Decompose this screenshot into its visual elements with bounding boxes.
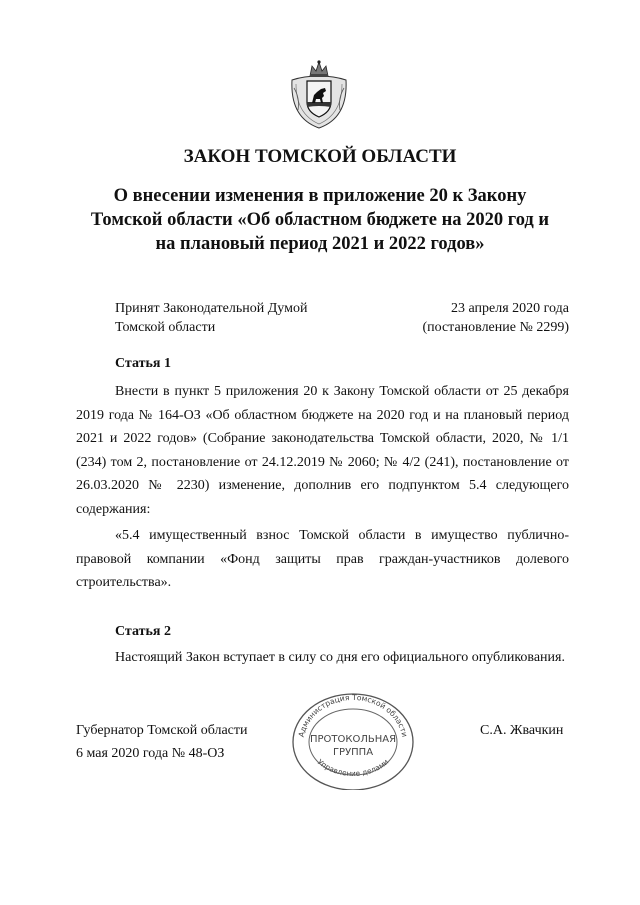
stamp-center-line: ГРУППА — [332, 747, 374, 758]
svg-text:Администрация Томской области — [297, 693, 410, 738]
adopted-date-text: 23 апреля 2020 года — [451, 301, 569, 316]
law-subject — [0, 184, 640, 256]
resolution-number: (постановление № 2299) — [422, 320, 569, 335]
adopted-date — [422, 299, 569, 337]
signatory-position: Губернатор Томской области — [76, 723, 248, 738]
adopted-by-line: Принят Законодательной Думой — [115, 301, 308, 316]
law-date-number: 6 мая 2020 года № 48-ОЗ — [76, 746, 225, 761]
article-1-heading: Статья 1 — [115, 356, 171, 371]
stamp-center-line: ПРОТОКОЛЬНАЯ — [309, 734, 397, 745]
law-subject-line: на плановый период 2021 и 2022 годов» — [155, 234, 485, 254]
svg-text:Управление делами — [316, 757, 391, 778]
signatory-block — [76, 719, 248, 765]
adopted-by-line: Томской области — [115, 320, 216, 335]
article-2-paragraph: Настоящий Закон вступает в силу со дня его официального опубликования. — [115, 650, 565, 665]
signatory-name: С.А. Жвачкин — [480, 723, 564, 738]
tomsk-coat-of-arms-icon — [288, 58, 350, 130]
stamp-arc-bottom: Управление делами — [315, 757, 391, 779]
law-subject-line: О внесении изменения в приложение 20 к Закону — [113, 186, 527, 206]
official-stamp-icon — [289, 690, 417, 790]
article-1-paragraph: «5.4 имущественный взнос Томской области в имущество публично-правовой компании «Фонд защиты прав граждан-участников долевого строительства». — [76, 528, 569, 591]
article-2-heading: Статья 2 — [115, 624, 171, 639]
law-title: ЗАКОН ТОМСКОЙ ОБЛАСТИ — [183, 146, 457, 167]
adopted-by — [115, 299, 307, 337]
article-1-paragraph: Внести в пункт 5 приложения 20 к Закону Томской области от 25 декабря 2019 года № 164-ОЗ «Об областном бюджете на 2020 год и на плановый период 2021 и 2022 годов» (Собрание законодательства Томской области, 2020, № 1/1 (234) том 2, постановление от 24.12.2019 № 2060; № 4/2 (241), постановление от 26.03.2020 № 2230) изменение, дополнив его подпунктом 5.4 следующего содержания: — [76, 384, 569, 517]
law-subject-line: Томской области «Об областном бюджете на 2020 год и — [90, 210, 550, 230]
stamp-arc-top: Администрация Томской области — [296, 692, 410, 738]
